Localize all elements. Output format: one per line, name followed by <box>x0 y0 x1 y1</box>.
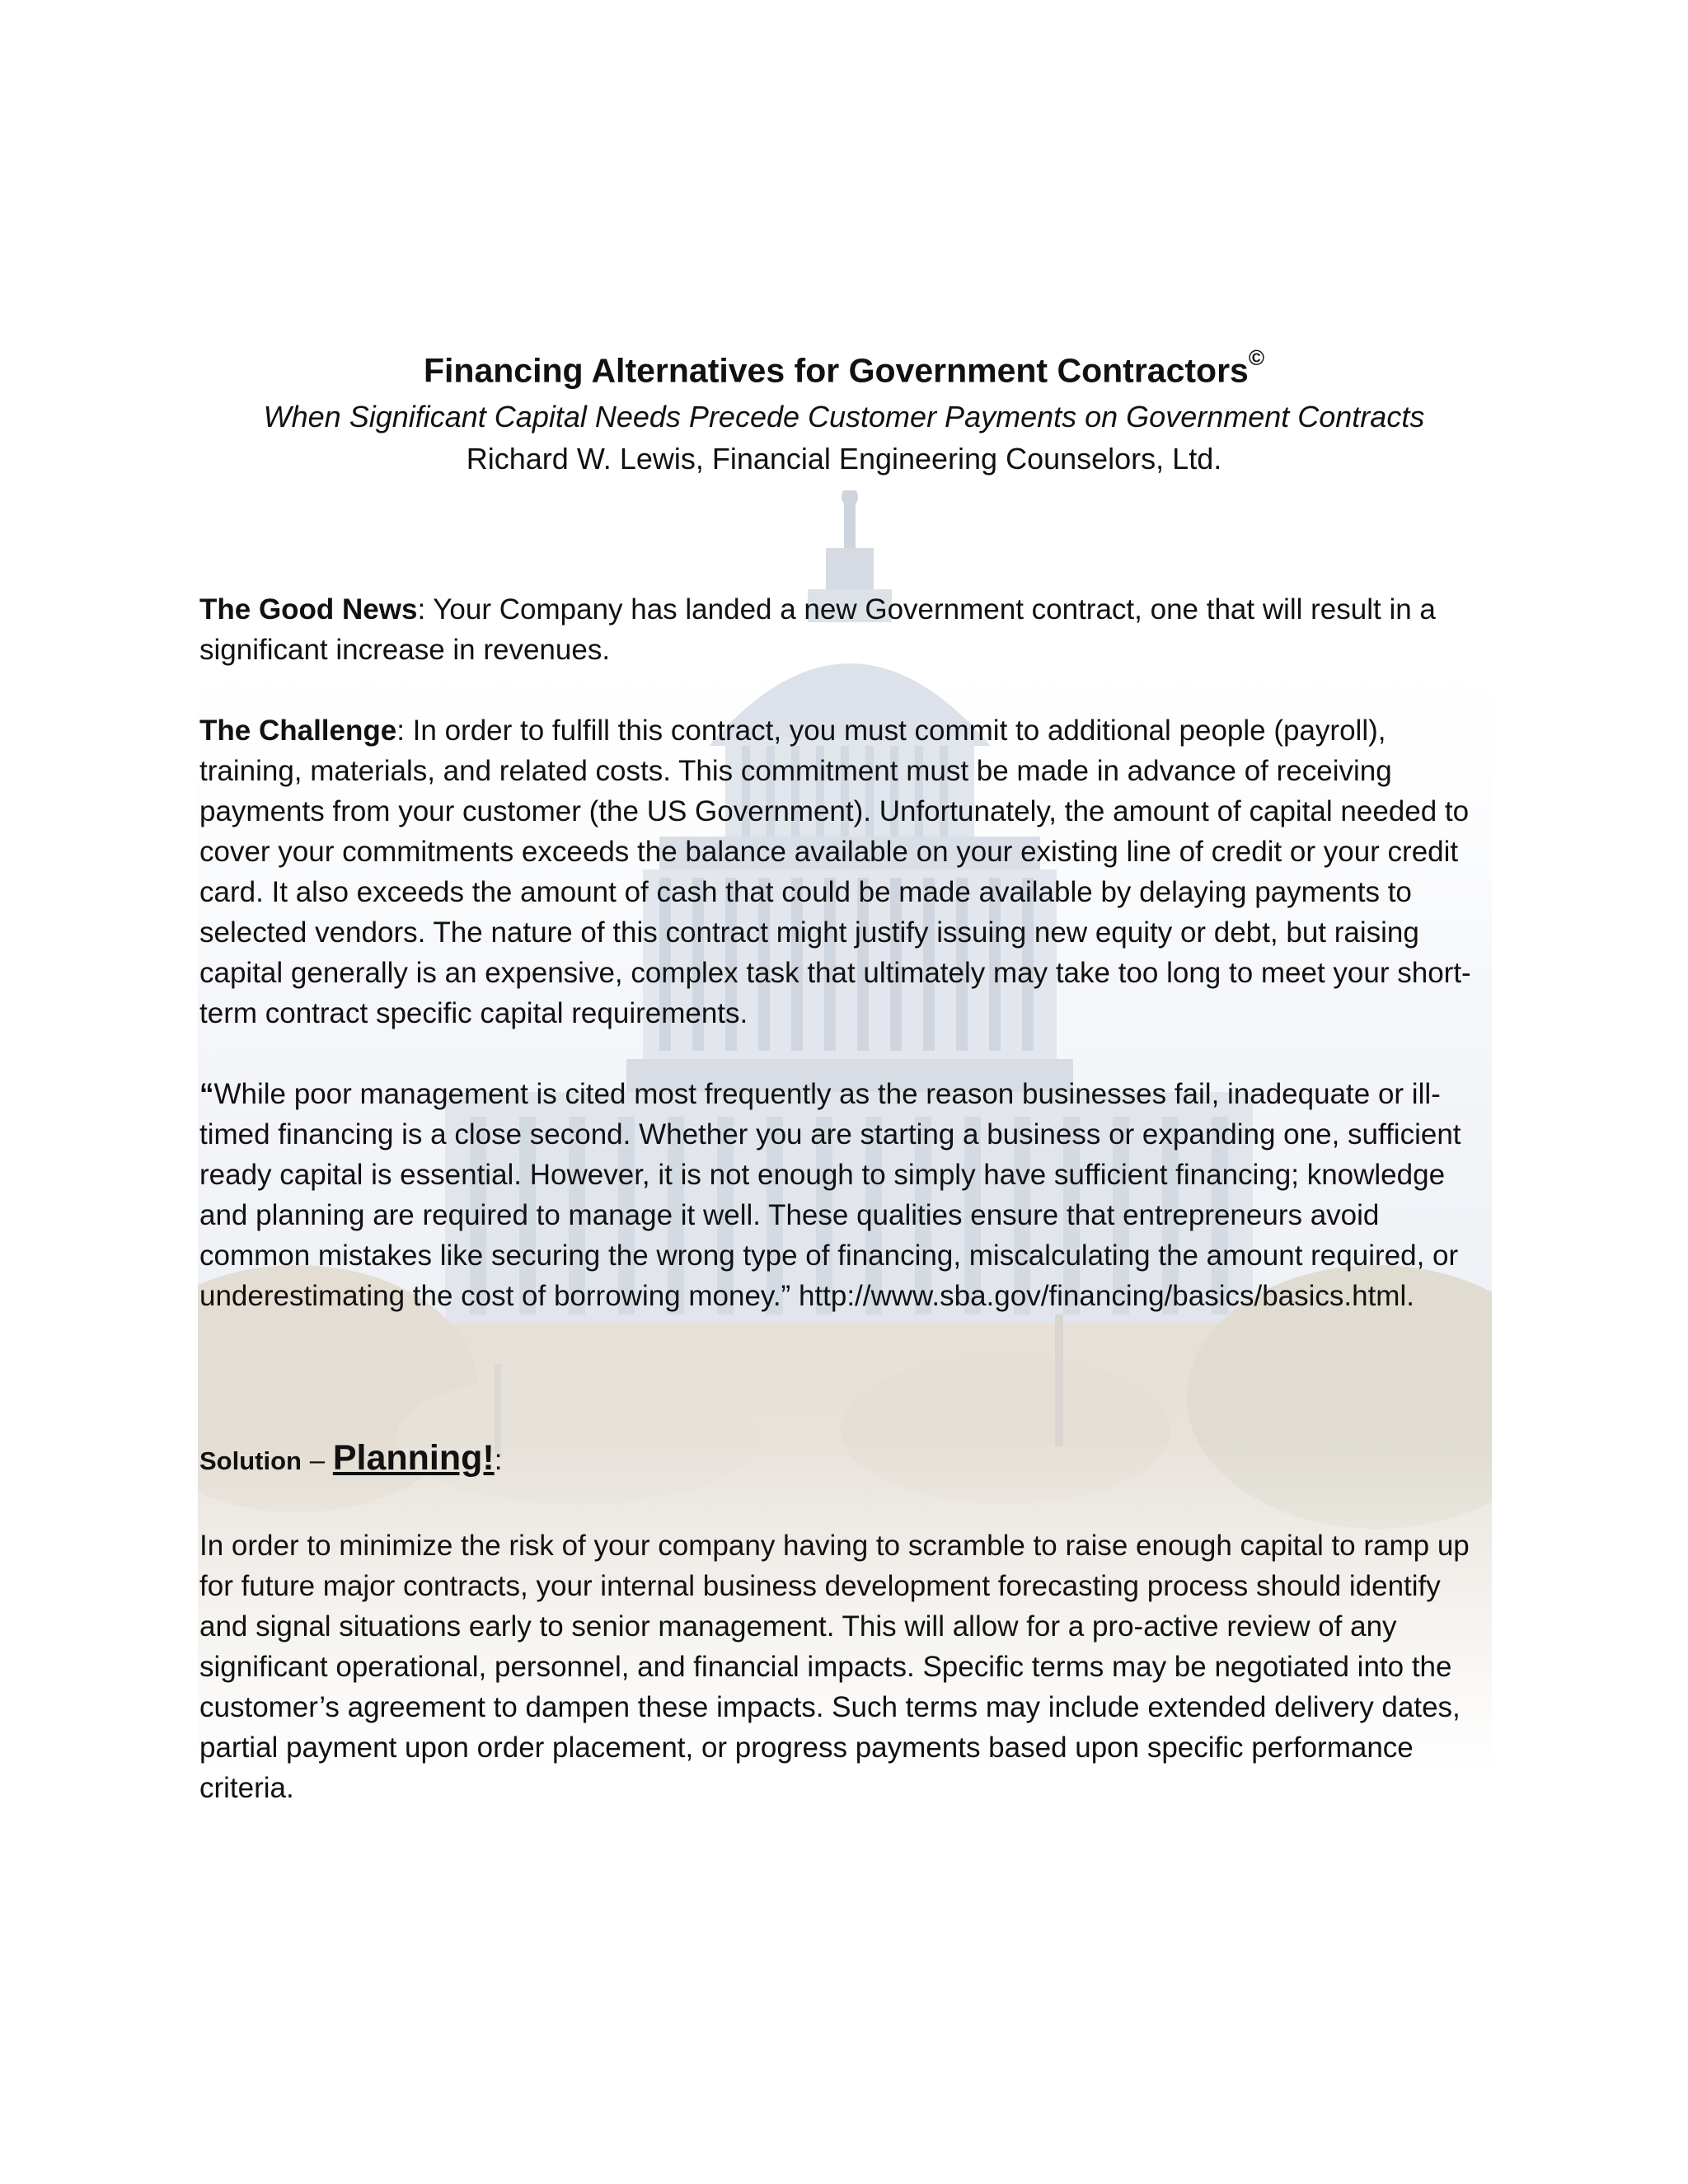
solution-dash: – <box>309 1445 326 1475</box>
document-author: Richard W. Lewis, Financial Engineering Counselors, Ltd. <box>466 441 1222 476</box>
good-news-label: The Good News <box>199 593 418 626</box>
solution-suffix: : <box>494 1444 503 1476</box>
challenge-text: : In order to fulfill this contract, you must commit to additional people (payroll), training, materials, and related costs. This commitment must be made in advance of receiving payments from your customer (the US Government). Unfortunately, the amount of capital needed to cover your commitments exceeds the balance available on your existing line of credit or your credit card. It also exceeds the amount of cash that could be made available by delaying payments to selected vendors. The nature of this contract might justify issuing new equity or debt, but raising capital generally is an expensive, complex task that ultimately may take too long to meet your short-term contract specific capital requirements. <box>199 715 1471 1029</box>
challenge-paragraph <box>199 710 1493 1033</box>
challenge-label: The Challenge <box>199 715 397 747</box>
copyright-mark: © <box>1248 345 1265 370</box>
good-news-paragraph <box>199 589 1493 670</box>
good-news-text: : Your Company has landed a new Government contract, one that will result in a significant increase in revenues. <box>199 593 1436 666</box>
planning-paragraph: In order to minimize the risk of your company having to scramble to raise enough capital to ramp up for future major contracts, your internal business development forecasting process should identify and signal situations early to senior management. This will allow for a pro-active review of any significant operational, personnel, and financial impacts. Specific terms may be negotiated into the customer’s agreement to dampen these impacts. Such terms may include extended delivery dates, partial payment upon order placement, or progress payments based upon specific performance criteria. <box>199 1530 1470 1804</box>
quote-text: While poor management is cited most frequently as the reason businesses fail, inadequate or ill-timed financing is a close second. Whether you are starting a business or expanding one, sufficient ready capital is essential. However, it is not enough to simply have sufficient financing; knowledge and planning are required to manage it well. These qualities ensure that entrepreneurs avoid common mistakes like securing the wrong type of financing, miscalculating the amount required, or underestimating the cost of borrowing money.” <box>199 1078 1461 1312</box>
solution-emphasis: Planning! <box>332 1438 495 1478</box>
quote-open-mark: “ <box>199 1078 214 1110</box>
solution-heading <box>199 1438 1493 1481</box>
document-subtitle: When Significant Capital Needs Precede Customer Payments on Government Contracts <box>263 399 1425 434</box>
title-text: Financing Alternatives for Government Contractors <box>423 351 1249 390</box>
document-title <box>0 338 1688 396</box>
solution-label: Solution <box>199 1446 302 1475</box>
quote-paragraph <box>199 1074 1493 1316</box>
quote-source-link[interactable]: http://www.sba.gov/financing/basics/basics.html. <box>798 1280 1414 1312</box>
document-header <box>0 338 1688 480</box>
